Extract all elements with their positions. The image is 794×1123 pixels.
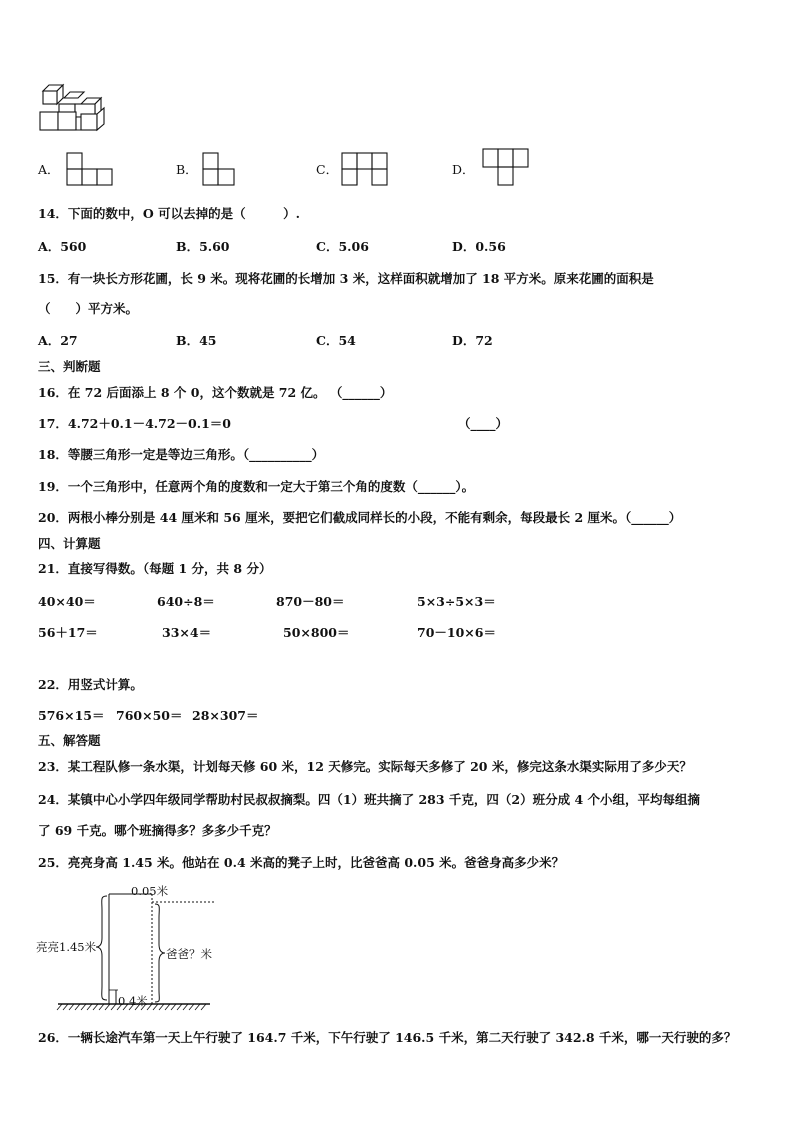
q14-option-c[interactable]: C．5.06 (316, 239, 369, 254)
q24-question-line2: 了 69 千克。哪个班摘得多？多多少千克？ (38, 823, 277, 838)
q15-question-line2: （ ）平方米。 (38, 301, 139, 316)
diagram-label-stool: 0.4米 (118, 994, 148, 1008)
q17-question: 17．4.72＋0.1－4.72－0.1＝0 (38, 416, 231, 431)
q15-option-d[interactable]: D．72 (452, 333, 493, 348)
q16-question: 16．在 72 后面添上 8 个 0，这个数就是 72 亿。 （______） (38, 385, 393, 400)
diagram-label-liangliang: 亮亮1.45米 (36, 940, 97, 954)
q15-option-c[interactable]: C．54 (316, 333, 356, 348)
q24-question-line1: 24．某镇中心小学四年级同学帮助村民叔叔摘梨。四（1）班共摘了 283 千克，四（2）班分成 4 个小组，平均每组摘 (38, 792, 700, 807)
q21-item: 56＋17＝ (38, 625, 98, 640)
section-heading-calculation: 四、计算题 (38, 536, 101, 551)
front-view-c-icon (341, 152, 391, 186)
q21-item: 70－10×6＝ (417, 625, 496, 640)
q13-option-d[interactable]: D． (452, 162, 475, 177)
diagram-label-difference: 0.05米 (131, 884, 169, 898)
q21-item: 5×3÷5×3＝ (417, 594, 496, 609)
q21-item: 870－80＝ (276, 594, 345, 609)
q23-question: 23．某工程队修一条水渠，计划每天修 60 米，12 天修完。实际每天多修了 20 米，修完这条水渠实际用了多少天？ (38, 759, 692, 774)
front-view-d-icon (482, 148, 532, 188)
q14-question: 14．下面的数中，O 可以去掉的是（ ）. (38, 206, 300, 221)
q13-option-c[interactable]: C． (316, 162, 339, 177)
q20-question: 20．两根小棒分别是 44 厘米和 56 厘米，要把它们截成同样长的小段，不能有剩余，每段最长 2 厘米。（______） (38, 510, 682, 525)
stacked-cubes-icon (38, 82, 110, 134)
q21-item: 50×800＝ (283, 625, 350, 640)
q15-question-line1: 15．有一块长方形花圃，长 9 米。现将花圃的长增加 3 米，这样面积就增加了 18 平方米。原来花圃的面积是 (38, 271, 654, 286)
front-view-b-icon (202, 152, 236, 186)
q21-question: 21．直接写得数。（每题 1 分，共 8 分） (38, 561, 272, 576)
q13-option-b[interactable]: B． (176, 162, 198, 177)
q22-item: 760×50＝ (116, 708, 183, 723)
q18-question: 18．等腰三角形一定是等边三角形。（__________） (38, 447, 325, 462)
q21-item: 40×40＝ (38, 594, 96, 609)
q14-option-b[interactable]: B．5.60 (176, 239, 230, 254)
q22-item: 28×307＝ (192, 708, 259, 723)
q14-option-a[interactable]: A．560 (38, 239, 87, 254)
section-heading-judgement: 三、判断题 (38, 359, 101, 374)
q15-option-b[interactable]: B．45 (176, 333, 217, 348)
q19-question: 19．一个三角形中，任意两个角的度数和一定大于第三个角的度数（______）。 (38, 479, 475, 494)
q25-question: 25．亮亮身高 1.45 米。他站在 0.4 米高的凳子上时，比爸爸高 0.05 米。爸爸身高多少米？ (38, 855, 565, 870)
q22-item: 576×15＝ (38, 708, 105, 723)
q14-option-d[interactable]: D．0.56 (452, 239, 506, 254)
q13-option-a[interactable]: A． (38, 162, 60, 177)
section-heading-word-problems: 五、解答题 (38, 733, 101, 748)
q15-option-a[interactable]: A．27 (38, 333, 78, 348)
q17-blank[interactable]: （____） (458, 416, 509, 431)
diagram-label-dad: 爸爸？米 (166, 947, 212, 961)
q26-question: 26．一辆长途汽车第一天上午行驶了 164.7 千米，下午行驶了 146.5 千米，第二天行驶了 342.8 千米，哪一天行驶的多？ (38, 1030, 737, 1045)
q21-item: 33×4＝ (162, 625, 212, 640)
q21-item: 640÷8＝ (157, 594, 215, 609)
q22-question: 22．用竖式计算。 (38, 677, 143, 692)
front-view-a-icon (66, 152, 114, 186)
